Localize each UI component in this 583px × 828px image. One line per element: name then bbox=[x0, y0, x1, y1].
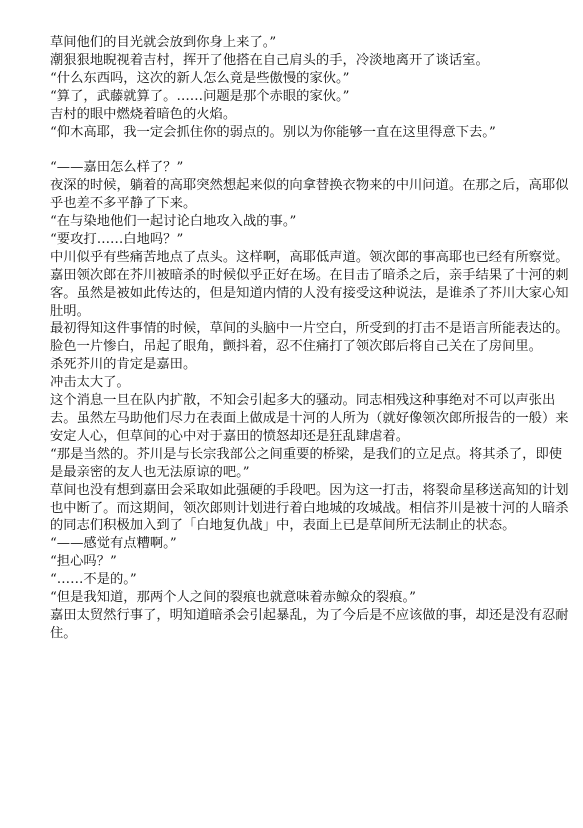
paragraph: 嘉田领次郎在芥川被暗杀的时候似乎正好在场。在目击了暗杀之后，亲手结果了十河的刺客。虽然是被如此传达的，但是知道内情的人没有接受这种说法，是谁杀了芥川大家心知肚明。 bbox=[50, 267, 569, 319]
blank-line bbox=[50, 141, 570, 159]
paragraph: 草间也没有想到嘉田会采取如此强硬的手段吧。因为这一打击，将裂命星移送高知的计划也中断了。而这期间，领次郎则计划进行着白地城的攻城战。相信芥川是被十河的人暗杀的同志们积极加入到了「白地复仇战」中，表面上已是草间所无法制止的状态。 bbox=[50, 482, 569, 534]
paragraph: “——感觉有点糟啊。” bbox=[50, 536, 177, 552]
paragraph: “……不是的。” bbox=[50, 572, 137, 588]
paragraph: 吉村的眼中燃烧着暗色的火焰。 bbox=[50, 106, 237, 122]
paragraph: “仰木高耶，我一定会抓住你的弱点的。别以为你能够一直在这里得意下去。” bbox=[50, 124, 496, 140]
paragraph: “但是我知道，那两个人之间的裂痕也就意味着赤鲸众的裂痕。” bbox=[50, 590, 416, 606]
paragraph: 杀死芥川的肯定是嘉田。 bbox=[50, 357, 197, 373]
paragraph: “算了，武藤就算了。……问题是那个赤眼的家伙。” bbox=[50, 88, 350, 104]
paragraph: “在与染地他们一起讨论白地攻入战的事。” bbox=[50, 214, 297, 230]
paragraph: “那是当然的。芥川是与长宗我部公之间重要的桥梁，是我们的立足点。将其杀了，即使是最亲密的友人也无法原谅的吧。” bbox=[50, 446, 563, 480]
paragraph: 嘉田太贸然行事了，明知道暗杀会引起暴乱，为了今后是不应该做的事，却还是没有忍耐住。 bbox=[50, 607, 569, 641]
paragraph: 冲击太大了。 bbox=[50, 375, 130, 391]
paragraph: 草间他们的目光就会放到你身上来了。” bbox=[50, 35, 277, 50]
paragraph: 夜深的时候，躺着的高耶突然想起来似的向拿替换衣物来的中川问道。在那之后，高耶似乎也差不多平静了下来。 bbox=[50, 178, 569, 212]
document-page bbox=[50, 34, 570, 643]
paragraph: “什么东西吗，这次的新人怎么竟是些傲慢的家伙。” bbox=[50, 70, 350, 86]
paragraph: “担心吗？” bbox=[50, 554, 117, 570]
paragraph: 中川似乎有些痛苦地点了点头。这样啊，高耶低声道。领次郎的事高耶也已经有所察觉。 bbox=[50, 249, 569, 265]
paragraph: “——嘉田怎么样了？” bbox=[50, 160, 184, 176]
paragraph: 潮狠狠地睨视着吉村，挥开了他搭在自己肩头的手，冷淡地离开了谈话室。 bbox=[50, 52, 489, 68]
paragraph: 最初得知这件事情的时候，草间的头脑中一片空白，所受到的打击不是语言所能表达的。脸色一片惨白，吊起了眼角，颤抖着，忍不住痛打了领次郎后将自己关在了房间里。 bbox=[50, 321, 569, 355]
paragraph: 这个消息一旦在队内扩散，不知会引起多大的骚动。同志相残这种事绝对不可以声张出去。虽然左马助他们尽力在表面上做成是十河的人所为（就好像领次郎所报告的一般）来安定人心，但草间的心中对于嘉田的愤怒却还是狂乱肆虐着。 bbox=[50, 393, 569, 444]
paragraph: “要攻打……白地吗？” bbox=[50, 231, 184, 247]
